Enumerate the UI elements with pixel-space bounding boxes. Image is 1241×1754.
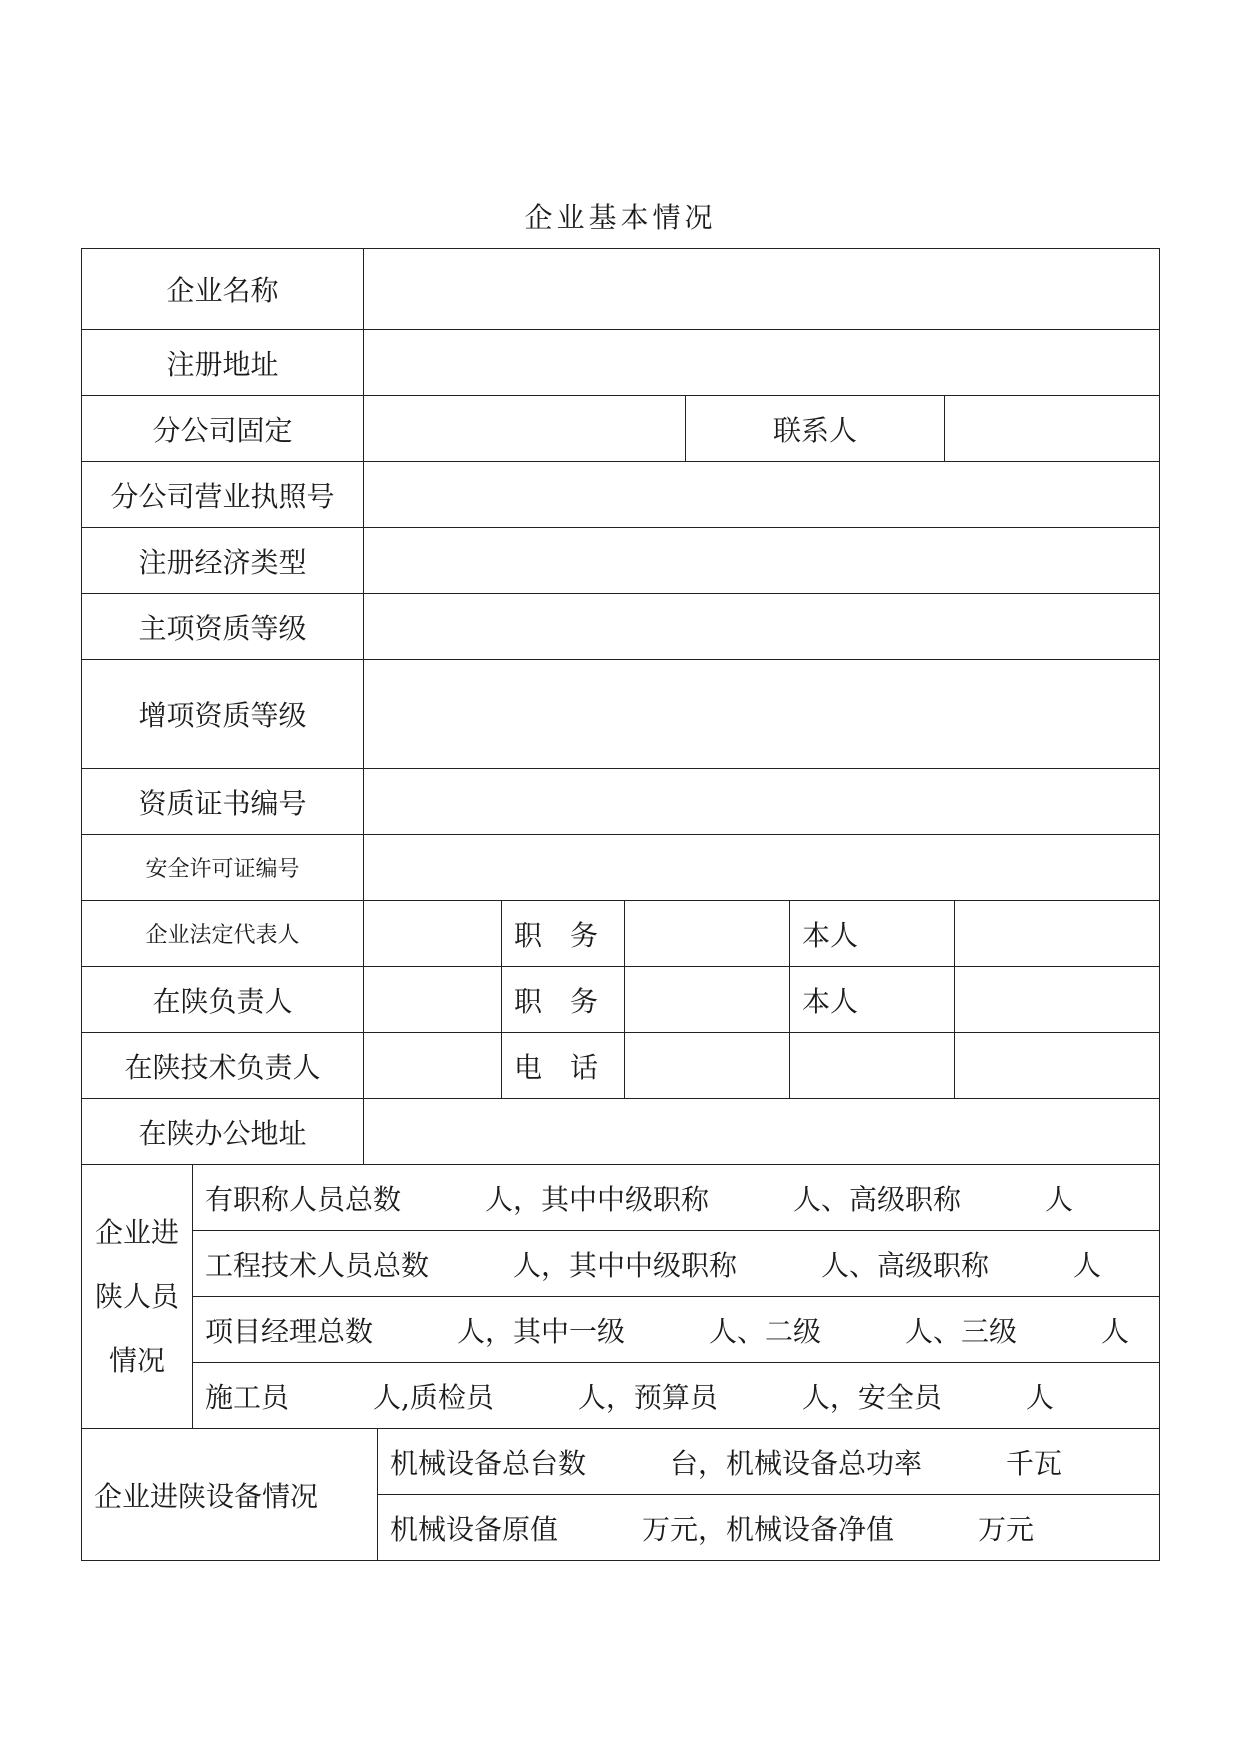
qual-cert-field[interactable] — [363, 768, 1160, 835]
label-personnel — [81, 1164, 193, 1429]
position-2-field[interactable] — [624, 966, 790, 1033]
tech-head-field[interactable] — [363, 1032, 502, 1099]
label-tech-head: 在陕技术负责人 — [81, 1032, 364, 1099]
equipment-row-value[interactable]: 机械设备原值 万元，机械设备净值 万元 — [377, 1494, 1160, 1561]
extra-field-1[interactable] — [789, 1032, 955, 1099]
self-2-field[interactable] — [954, 966, 1160, 1033]
office-addr-field[interactable] — [363, 1098, 1160, 1165]
personnel-row-titled[interactable]: 有职称人员总数 人，其中中级职称 人、高级职称 人 — [192, 1164, 1160, 1231]
label-office-addr: 在陕办公地址 — [81, 1098, 364, 1165]
main-qual-field[interactable] — [363, 593, 1160, 660]
label-self-2: 本人 — [789, 966, 955, 1033]
contact-field[interactable] — [944, 395, 1160, 462]
label-safety-permit: 安全许可证编号 — [81, 834, 364, 901]
phone-field[interactable] — [624, 1032, 790, 1099]
label-position-1: 职 务 — [501, 900, 625, 967]
label-main-qual: 主项资质等级 — [81, 593, 364, 660]
label-reg-address: 注册地址 — [81, 329, 364, 396]
label-add-qual: 增项资质等级 — [81, 659, 364, 769]
position-1-field[interactable] — [624, 900, 790, 967]
branch-fixed-field[interactable] — [363, 395, 686, 462]
label-position-2: 职 务 — [501, 966, 625, 1033]
shaanxi-head-field[interactable] — [363, 966, 502, 1033]
label-personnel-line-1: 企业进 — [94, 1215, 179, 1249]
econ-type-field[interactable] — [363, 527, 1160, 594]
label-qual-cert: 资质证书编号 — [81, 768, 364, 835]
personnel-row-managers[interactable]: 项目经理总数 人，其中一级 人、二级 人、三级 人 — [192, 1296, 1160, 1363]
label-personnel-line-3: 情况 — [108, 1343, 165, 1377]
company-name-field[interactable] — [363, 248, 1160, 330]
personnel-row-staff[interactable]: 施工员 人,质检员 人，预算员 人，安全员 人 — [192, 1362, 1160, 1429]
label-contact: 联系人 — [685, 395, 945, 462]
extra-field-2[interactable] — [954, 1032, 1160, 1099]
branch-license-field[interactable] — [363, 461, 1160, 528]
label-legal-rep: 企业法定代表人 — [81, 900, 364, 967]
reg-address-field[interactable] — [363, 329, 1160, 396]
label-self-1: 本人 — [789, 900, 955, 967]
label-phone: 电 话 — [501, 1032, 625, 1099]
label-equipment: 企业进陕设备情况 — [81, 1428, 378, 1561]
personnel-row-engineers[interactable]: 工程技术人员总数 人，其中中级职称 人、高级职称 人 — [192, 1230, 1160, 1297]
equipment-row-count[interactable]: 机械设备总台数 台，机械设备总功率 千瓦 — [377, 1428, 1160, 1495]
label-econ-type: 注册经济类型 — [81, 527, 364, 594]
add-qual-field[interactable] — [363, 659, 1160, 769]
legal-rep-field[interactable] — [363, 900, 502, 967]
label-company-name: 企业名称 — [81, 248, 364, 330]
label-branch-fixed: 分公司固定 — [81, 395, 364, 462]
self-1-field[interactable] — [954, 900, 1160, 967]
label-personnel-line-2: 陕人员 — [94, 1279, 179, 1313]
label-shaanxi-head: 在陕负责人 — [81, 966, 364, 1033]
page-title: 企业基本情况 — [524, 201, 717, 234]
label-branch-license: 分公司营业执照号 — [81, 461, 364, 528]
safety-permit-field[interactable] — [363, 834, 1160, 901]
